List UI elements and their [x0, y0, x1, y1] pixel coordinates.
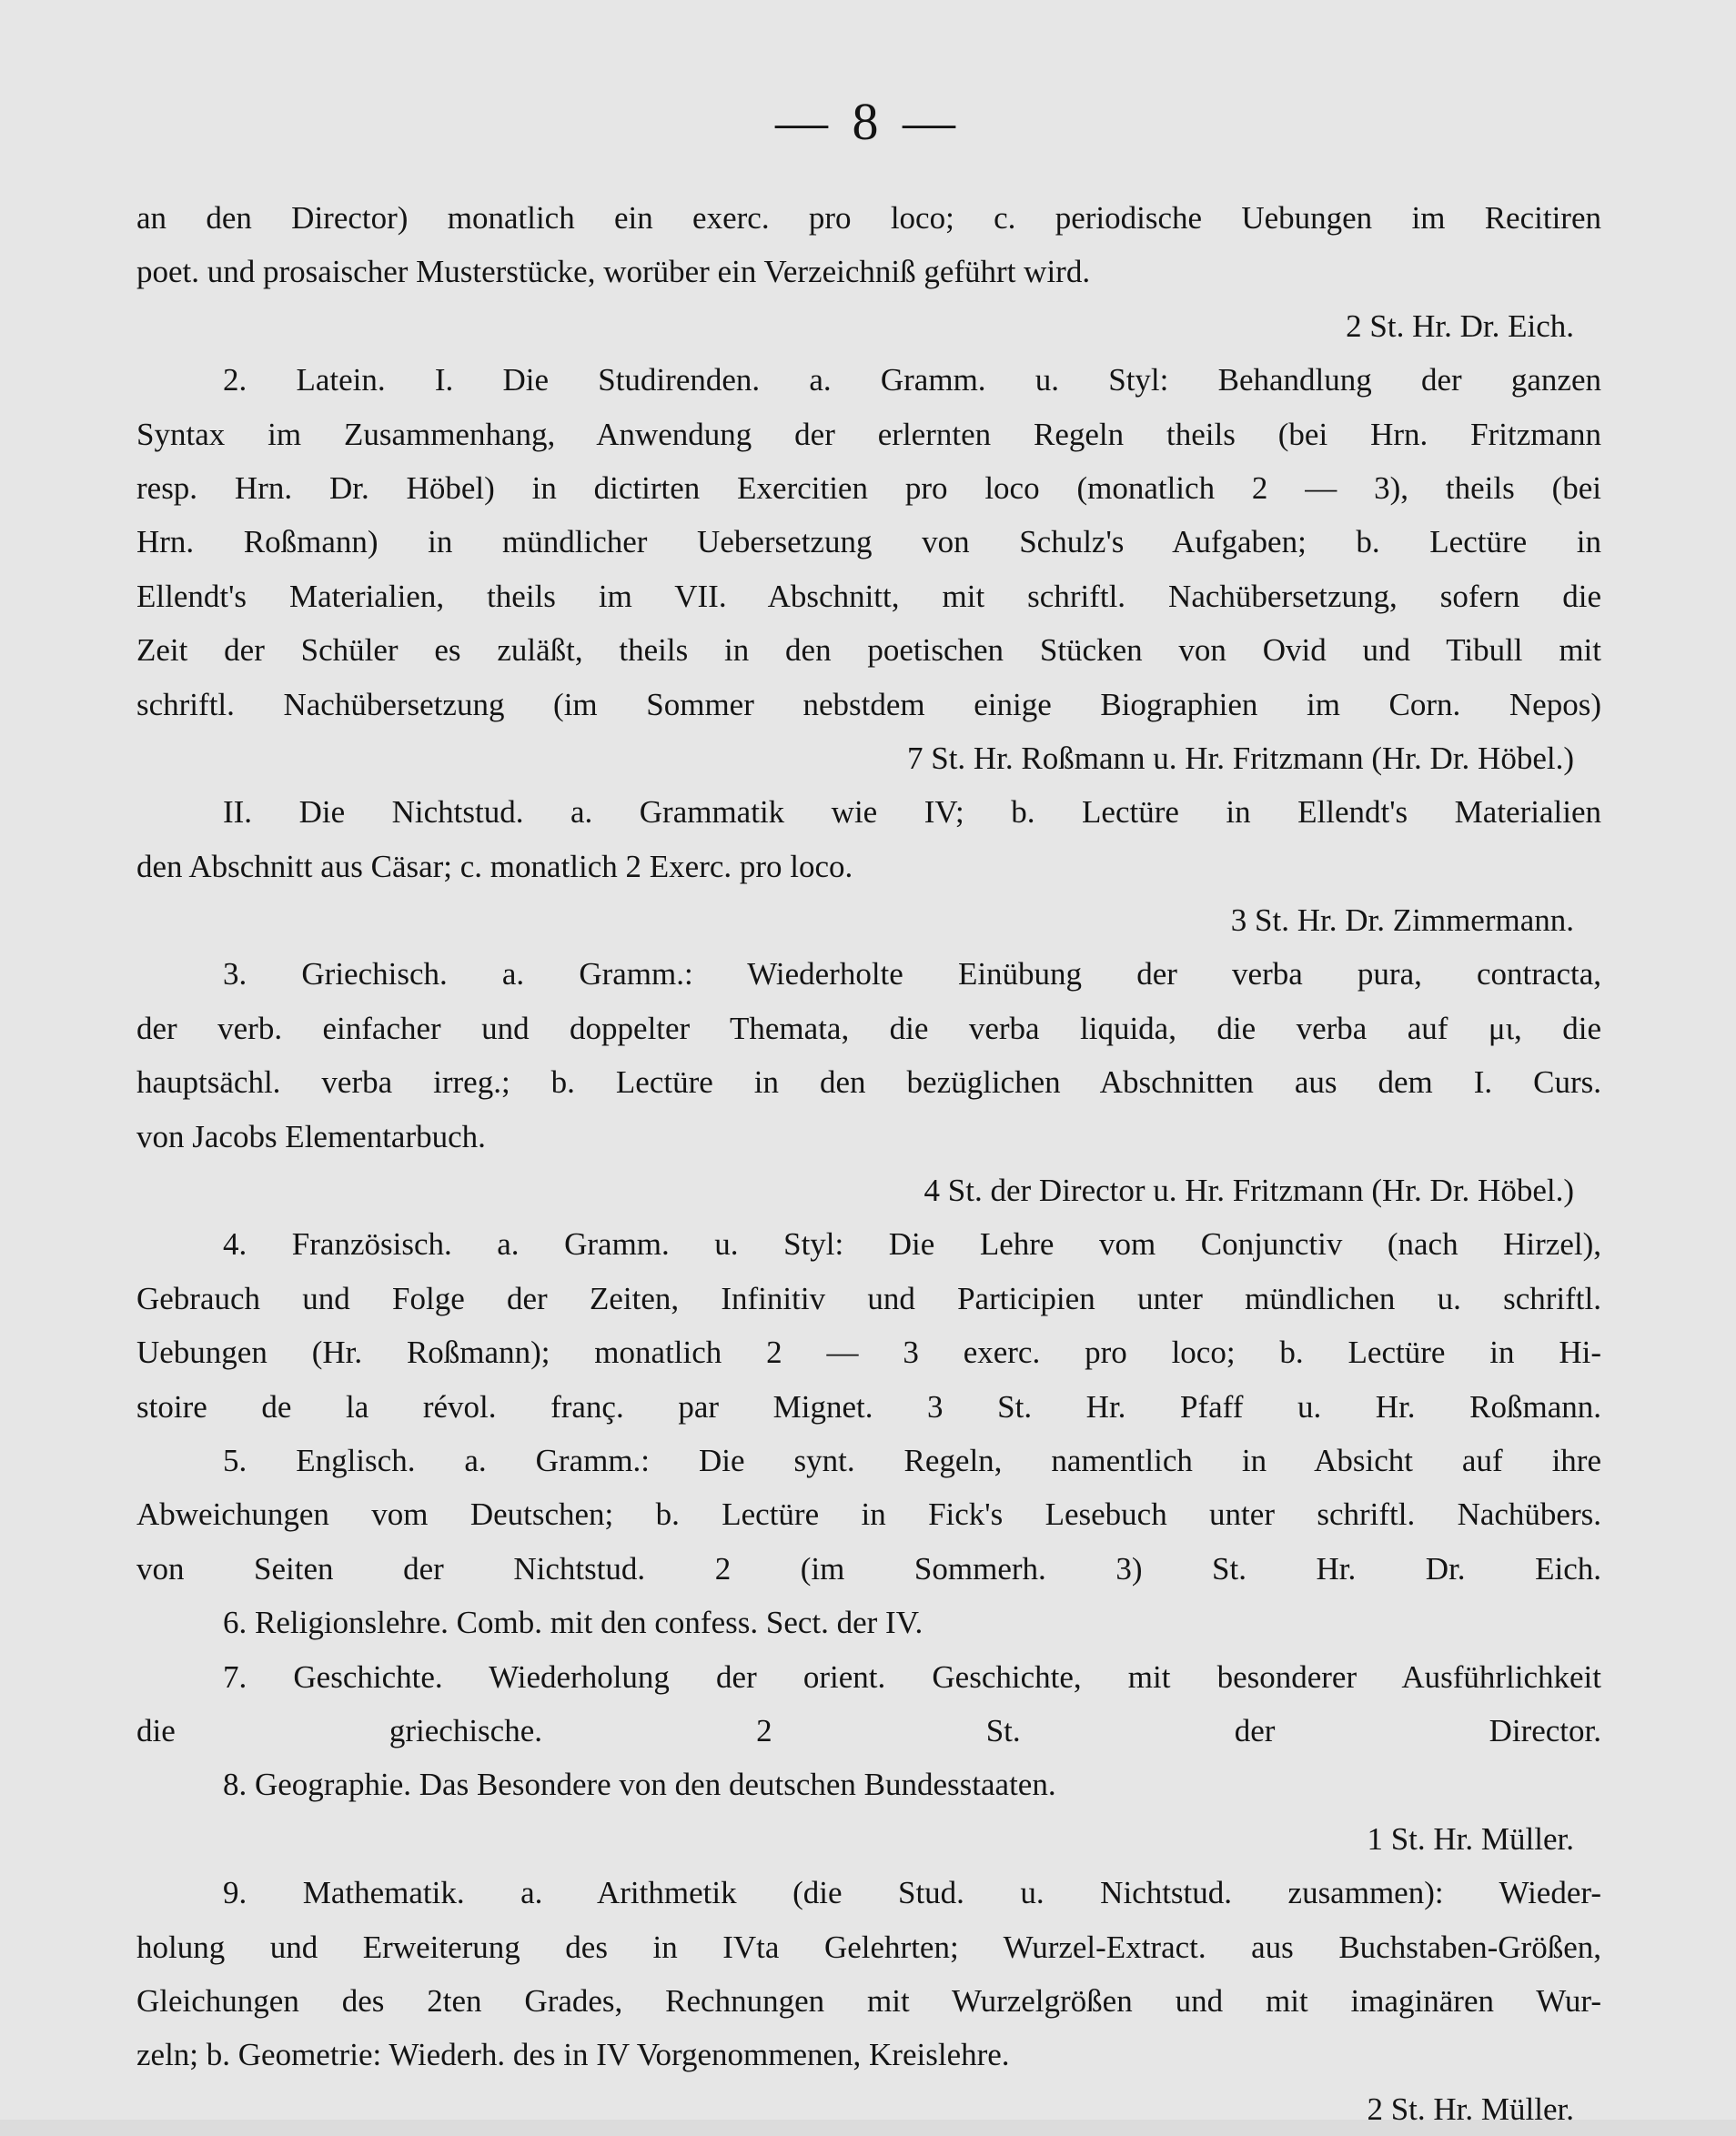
text-line: den Abschnitt aus Cäsar; c. monatlich 2 Exerc. pro loco. [136, 848, 853, 884]
subject-heading-latin: 2. Latein. I. Die Studirenden. a. Gramm. u. Styl: Behandlung der ganzen [223, 362, 1601, 398]
text-line: poet. und prosaischer Musterstücke, worüber ein Verzeichniß geführt wird. [136, 254, 1091, 290]
teacher-line: 2 St. Hr. Dr. Eich. [1346, 307, 1574, 344]
teacher-line: 4 St. der Director u. Hr. Fritzmann (Hr. Dr. Höbel.) [924, 1173, 1574, 1209]
text-line: stoire de la révol. franç. par Mignet. 3 St. Hr. Pfaff u. Hr. Roßmann. [136, 1388, 1601, 1425]
subject-heading-history: 7. Geschichte. Wiederholung der orient. Geschichte, mit besonderer Ausführlichkeit [223, 1658, 1601, 1695]
text-line: Abweichungen vom Deutschen; b. Lectüre in Fick's Lesebuch unter schriftl. Nachübers. [136, 1496, 1601, 1533]
page-number: — 8 — [775, 92, 961, 151]
text-line: schriftl. Nachübersetzung (im Sommer nebstdem einige Biographien im Corn. Nepos) [136, 686, 1601, 722]
text-line: zeln; b. Geometrie: Wiederh. des in IV Vorgenommenen, Kreislehre. [136, 2037, 1010, 2073]
text-line: holung und Erweiterung des in IVta Gelehrten; Wurzel-Extract. aus Buchstaben-Größen, [136, 1929, 1601, 1965]
text-line: Syntax im Zusammenhang, Anwendung der erlernten Regeln theils (bei Hrn. Fritzmann [136, 416, 1601, 452]
text-line: resp. Hrn. Dr. Höbel) in dictirten Exercitien pro loco (monatlich 2 — 3), theils (bei [136, 469, 1601, 506]
subject-heading-religion: 6. Religionslehre. Comb. mit den confess. Sect. der IV. [223, 1605, 924, 1641]
subject-heading-mathematics: 9. Mathematik. a. Arithmetik (die Stud. u. Nichtstud. zusammen): Wieder- [223, 1875, 1601, 1911]
text-line: Hrn. Roßmann) in mündlicher Uebersetzung von Schulz's Aufgaben; b. Lectüre in [136, 524, 1601, 560]
text-line: Zeit der Schüler es zuläßt, theils in den poetischen Stücken von Ovid und Tibull mit [136, 632, 1601, 669]
text-line: hauptsächl. verba irreg.; b. Lectüre in den bezüglichen Abschnitten aus dem I. Curs. [136, 1064, 1601, 1101]
subject-heading-french: 4. Französisch. a. Gramm. u. Styl: Die Lehre vom Conjunctiv (nach Hirzel), [223, 1226, 1601, 1263]
text-line: Gebrauch und Folge der Zeiten, Infinitiv und Participien unter mündlichen u. schriftl. [136, 1280, 1601, 1316]
subject-heading-geography: 8. Geographie. Das Besondere von den deutschen Bundesstaaten. [223, 1767, 1056, 1803]
text-line: von Seiten der Nichtstud. 2 (im Sommerh. 3) St. Hr. Dr. Eich. [136, 1550, 1601, 1587]
text-line: der verb. einfacher und doppelter Themata, die verba liquida, die verba auf μι, die [136, 1010, 1601, 1046]
subject-heading-english: 5. Englisch. a. Gramm.: Die synt. Regeln, namentlich in Absicht auf ihre [223, 1442, 1601, 1478]
teacher-line: 3 St. Hr. Dr. Zimmermann. [1230, 902, 1574, 939]
teacher-line: 2 St. Hr. Müller. [1367, 2091, 1574, 2127]
text-line: Uebungen (Hr. Roßmann); monatlich 2 — 3 exerc. pro loco; b. Lectüre in Hi- [136, 1335, 1601, 1371]
subject-heading-greek: 3. Griechisch. a. Gramm.: Wiederholte Einübung der verba pura, contracta, [223, 956, 1601, 992]
teacher-line: 7 St. Hr. Roßmann u. Hr. Fritzmann (Hr. Dr. Höbel.) [906, 740, 1574, 776]
subsection-heading-nichtstud: II. Die Nichtstud. a. Grammatik wie IV; b. Lectüre in Ellendt's Materialien [223, 794, 1601, 831]
text-line: an den Director) monatlich ein exerc. pro loco; c. periodische Uebungen im Recitiren [136, 200, 1601, 236]
text-line: Ellendt's Materialien, theils im VII. Abschnitt, mit schriftl. Nachübersetzung, sofern die [136, 578, 1601, 614]
text-line: Gleichungen des 2ten Grades, Rechnungen mit Wurzelgrößen und mit imaginären Wur- [136, 1982, 1601, 2019]
page-body [136, 191, 1601, 2136]
text-line: die griechische. 2 St. der Director. [136, 1712, 1601, 1748]
text-line: von Jacobs Elementarbuch. [136, 1118, 486, 1154]
teacher-line: 1 St. Hr. Müller. [1367, 1820, 1574, 1857]
